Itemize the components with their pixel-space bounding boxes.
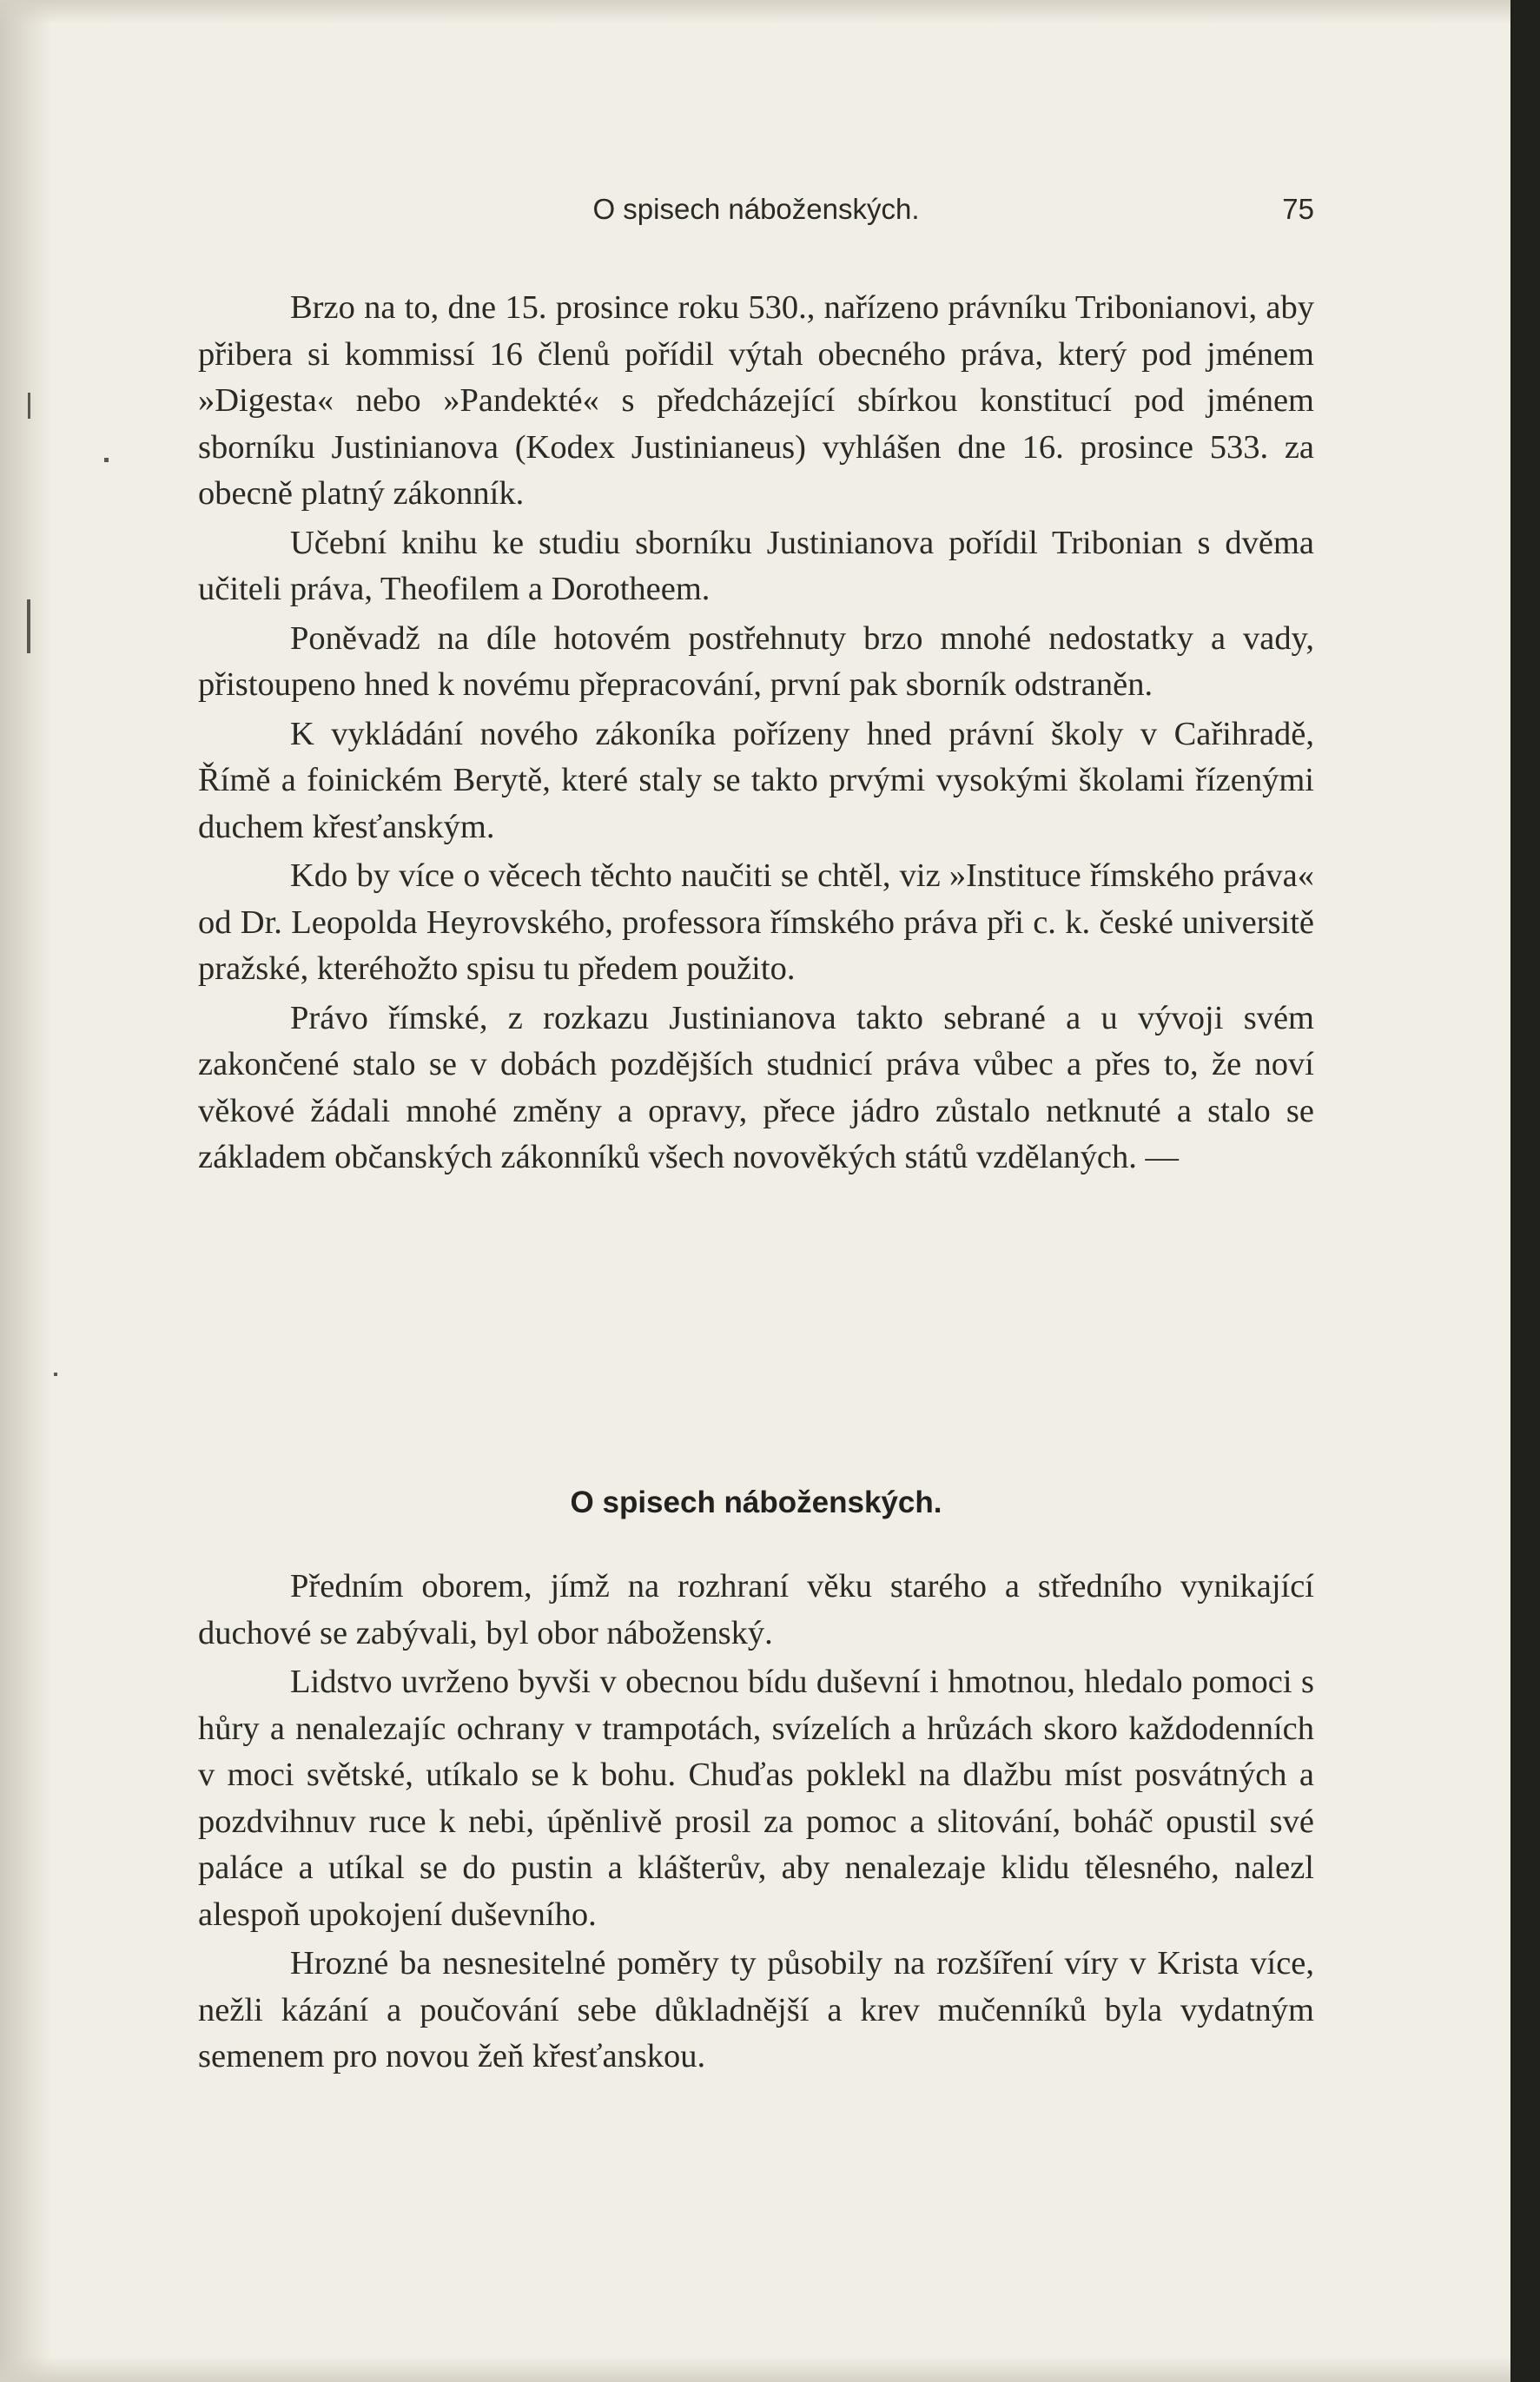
top-edge (0, 0, 1540, 24)
page-number: 75 (1282, 193, 1314, 225)
paragraph: Brzo na to, dne 15. prosince roku 530., nařízeno právníku Tribonianovi, aby přibera si kommissí 16 členů pořídil výtah obecného práva, který pod jménem »Digesta« nebo »Pandekté« s předcházející sbírkou konstitucí pod jménem sborníku Justinianova (Kodex Justinianeus) vyhlášen dne 16. prosince 533. za obecně platný zákonník. (198, 289, 1314, 512)
running-title: O spisech náboženských. (592, 193, 920, 225)
scan-border (1510, 0, 1540, 2382)
margin-mark (27, 599, 30, 653)
paragraph: Předním oborem, jímž na rozhraní věku starého a středního vynikající duchové se zabývali, byl obor náboženský. (198, 1568, 1314, 1651)
paragraph: Hrozné ba nesnesitelné poměry ty působily na rozšíření víry v Krista více, nežli kázání a poučování sebe důkladnější a krev mučenníků byla vydatným semenem pro novou žeň křesťanskou. (198, 1945, 1314, 2074)
paragraph: K vykládání nového zákoníka pořízeny hned právní školy v Cařihradě, Římě a foinickém Berytě, které staly se takto prvými vysokými školami řízenými duchem křesťanským. (198, 715, 1314, 845)
running-head (198, 193, 1314, 236)
bottom-edge (0, 2356, 1540, 2382)
margin-mark (54, 1373, 57, 1376)
paragraph: Lidstvo uvrženo byvši v obecnou bídu duševní i hmotnou, hledalo pomoci s hůry a nenalezajíc ochrany v trampotách, svízelích a hrůzách skoro každodenních v moci světské, utíkalo se k bohu. Chuďas poklekl na dlažbu míst posvátných a pozdvihnuv ruce k nebi, úpěnlivě prosil za pomoc a slitování, boháč opustil své paláce a utíkal se do pustin a klášterův, aby nenalezaje klidu tělesného, nalezl alespoň upokojení duševního. (198, 1664, 1314, 1933)
binding-shadow (0, 0, 52, 2382)
margin-mark (104, 458, 109, 462)
section-1-text (198, 285, 1314, 1184)
margin-mark (28, 393, 30, 419)
section-heading: O spisech náboženských. (570, 1485, 942, 1519)
paragraph: Poněvadž na díle hotovém postřehnuty brzo mnohé nedostatky a vady, přistoupeno hned k novému přepracování, první pak sborník odstraněn. (198, 619, 1314, 703)
paragraph: Právo římské, z rozkazu Justinianova takto sebrané a u vývoji svém zakončené stalo se v dobách pozdějších studnicí práva vůbec a přes to, že noví věkové žádali mnohé změny a opravy, přece jádro zůstalo netknuté a stalo se základem občanských zákonníků všech novověkých států vzdělaných. — (198, 999, 1314, 1175)
paragraph: Učební knihu ke studiu sborníku Justinianova pořídil Tribonian s dvěma učiteli práva, Theofilem a Dorotheem. (198, 524, 1314, 607)
section-2-text (198, 1564, 1314, 2083)
paragraph: Kdo by více o věcech těchto naučiti se chtěl, viz »Instituce římského práva« od Dr. Leopolda Heyrovského, professora římského práva při c. k. české universitě pražské, kteréhožto spisu tu předem použito. (198, 857, 1314, 987)
